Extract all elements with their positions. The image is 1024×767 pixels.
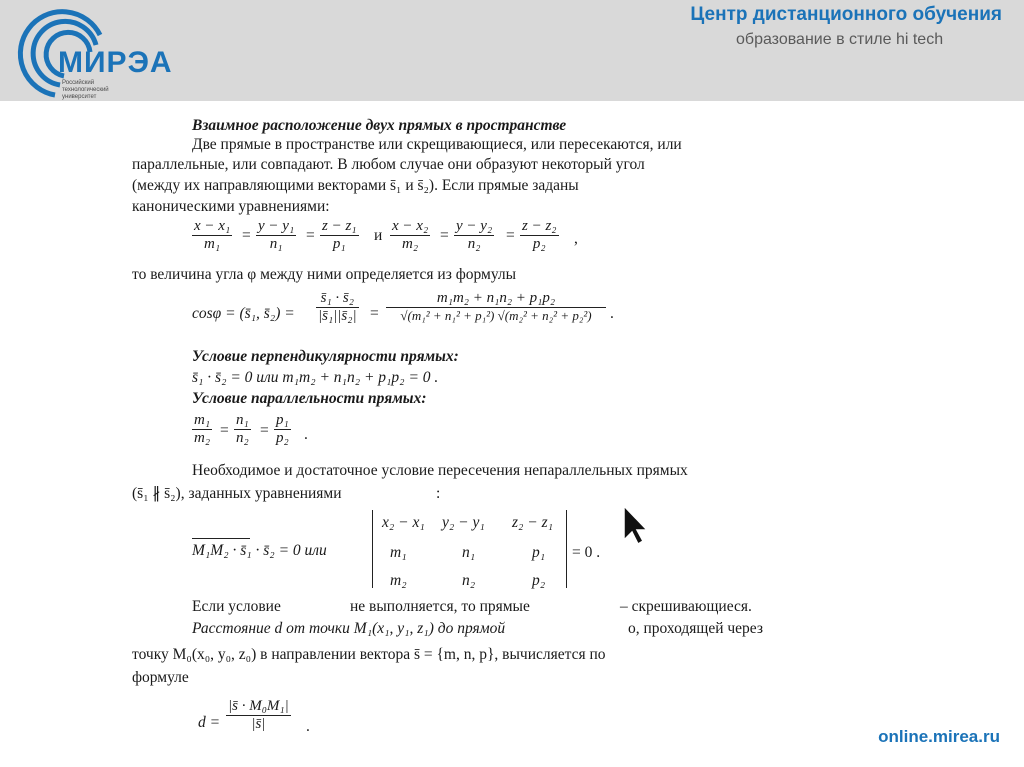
and-word: и <box>374 227 383 244</box>
logo-text: МИРЭА <box>58 46 173 79</box>
fraction: $\frac{\text{x − x₁}}{\text{m₁}}$ <box>194 218 231 252</box>
mirea-logo <box>0 0 190 101</box>
colon: : <box>436 485 441 502</box>
fraction: $\frac{\text{m₁}}{\text{m₂}}$ <box>194 412 211 446</box>
matrix-cell: y₂ − y₁ <box>442 514 485 531</box>
perpendicular-equation: s̄₁ · s̄₂ = 0 или m₁m₂ + n₁n₂ + p₁p₂ = 0 . <box>192 369 439 386</box>
equals-sign: = <box>306 227 315 244</box>
doc-text: о, проходящей через <box>628 620 763 637</box>
doc-text: Если условие <box>192 598 281 615</box>
matrix-cell: n₂ <box>462 572 476 589</box>
logo-subtitle: Российский технологический университет <box>62 80 109 100</box>
mouse-cursor-icon <box>620 504 650 546</box>
distance-lhs: d = <box>198 714 221 731</box>
doc-paragraph-line: параллельные, или совпадают. В любом случае они образуют некоторый угол <box>132 156 645 173</box>
fraction: $\frac{\text{z − z₂}}{\text{p₂}}$ <box>522 218 557 252</box>
vector-overline <box>192 538 250 539</box>
matrix-cell: p₂ <box>532 572 546 589</box>
doc-paragraph-line: точку M₀(x₀, y₀, z₀) в направлении вектора s̄ = {m, n, p}, вычисляется по <box>132 646 606 663</box>
matrix-cell: p₁ <box>532 544 546 561</box>
equals-sign: = <box>260 422 269 439</box>
fraction: $\frac{\text{y − y₂}}{\text{n₂}}$ <box>456 218 493 252</box>
doc-text: – скрешивающиеся. <box>620 598 752 615</box>
matrix-cell: x₂ − x₁ <box>382 514 425 531</box>
period: . <box>304 426 308 443</box>
doc-text: Расстояние d от точки M₁(x₁, y₁, z₁) до прямой <box>192 620 506 637</box>
period: . <box>610 305 614 322</box>
determinant-tail: = 0 . <box>572 544 601 561</box>
doc-paragraph-line: (s̄₁ ∦ s̄₂), заданных уравнениями <box>132 485 342 502</box>
cos-formula-lhs: cosφ = (s̄₁, s̄₂) = <box>192 305 295 322</box>
doc-paragraph-line: Две прямые в пространстве или скрещивающиеся, или пересекаются, или <box>192 136 682 153</box>
determinant-lhs: M₁M₂ · s̄₁ · s̄₂ = 0 или <box>192 542 327 559</box>
doc-paragraph-line: Необходимое и достаточное условие пересечения непараллельных прямых <box>192 462 688 479</box>
header-bar <box>0 0 1024 101</box>
determinant-right-bar <box>566 510 567 588</box>
period: . <box>306 718 310 735</box>
footer-url-link[interactable]: online.mirea.ru <box>878 727 1000 746</box>
equals-sign: = <box>440 227 449 244</box>
parallel-heading: Условие параллельности прямых: <box>192 390 427 407</box>
scanned-document <box>120 112 810 752</box>
fraction: $\frac{\text{m₁m₂ + n₁n₂ + p₁p₂}}{\text{√(m₁² + n₁² + p₁²) √(m₂² + n₂² + p₂²)}}$ <box>386 290 606 324</box>
fraction: $\frac{\text{p₁}}{\text{p₂}}$ <box>276 412 289 446</box>
header-title: Центр дистанционного обучения <box>690 4 1002 25</box>
fraction: $\frac{\text{n₁}}{\text{n₂}}$ <box>236 412 249 446</box>
doc-text: не выполняется, то прямые <box>350 598 530 615</box>
comma: , <box>574 230 578 247</box>
perpendicular-heading: Условие перпендикулярности прямых: <box>192 348 459 365</box>
matrix-cell: m₁ <box>390 544 407 561</box>
doc-paragraph-line: (между их направляющими векторами s̄₁ и s̄₂). Если прямые заданы <box>132 177 579 194</box>
fraction: $\frac{\text{x − x₂}}{\text{m₂}}$ <box>392 218 429 252</box>
header-subtitle: образование в стиле hi tech <box>736 31 944 48</box>
equals-sign: = <box>370 305 379 322</box>
doc-paragraph-line: формуле <box>132 669 189 686</box>
fraction: $\frac{\text{|s̄ · M₀M₁|}}{|s̄|}$ <box>228 698 289 732</box>
matrix-cell: m₂ <box>390 572 407 589</box>
doc-paragraph-line: то величина угла φ между ними определяется из формулы <box>132 266 517 283</box>
fraction: $\frac{\text{s̄₁ · s̄₂}}{\text{|s̄₁||s̄₂|}}$ <box>318 290 357 324</box>
equals-sign: = <box>506 227 515 244</box>
determinant-left-bar <box>372 510 373 588</box>
equals-sign: = <box>220 422 229 439</box>
fraction: $\frac{\text{y − y₁}}{\text{n₁}}$ <box>258 218 295 252</box>
doc-heading: Взаимное расположение двух прямых в пространстве <box>192 117 567 134</box>
doc-paragraph-line: каноническими уравнениями: <box>132 198 330 215</box>
matrix-cell: n₁ <box>462 544 476 561</box>
fraction: $\frac{\text{z − z₁}}{\text{p₁}}$ <box>322 218 357 252</box>
matrix-cell: z₂ − z₁ <box>512 514 554 531</box>
equals-sign: = <box>242 227 251 244</box>
